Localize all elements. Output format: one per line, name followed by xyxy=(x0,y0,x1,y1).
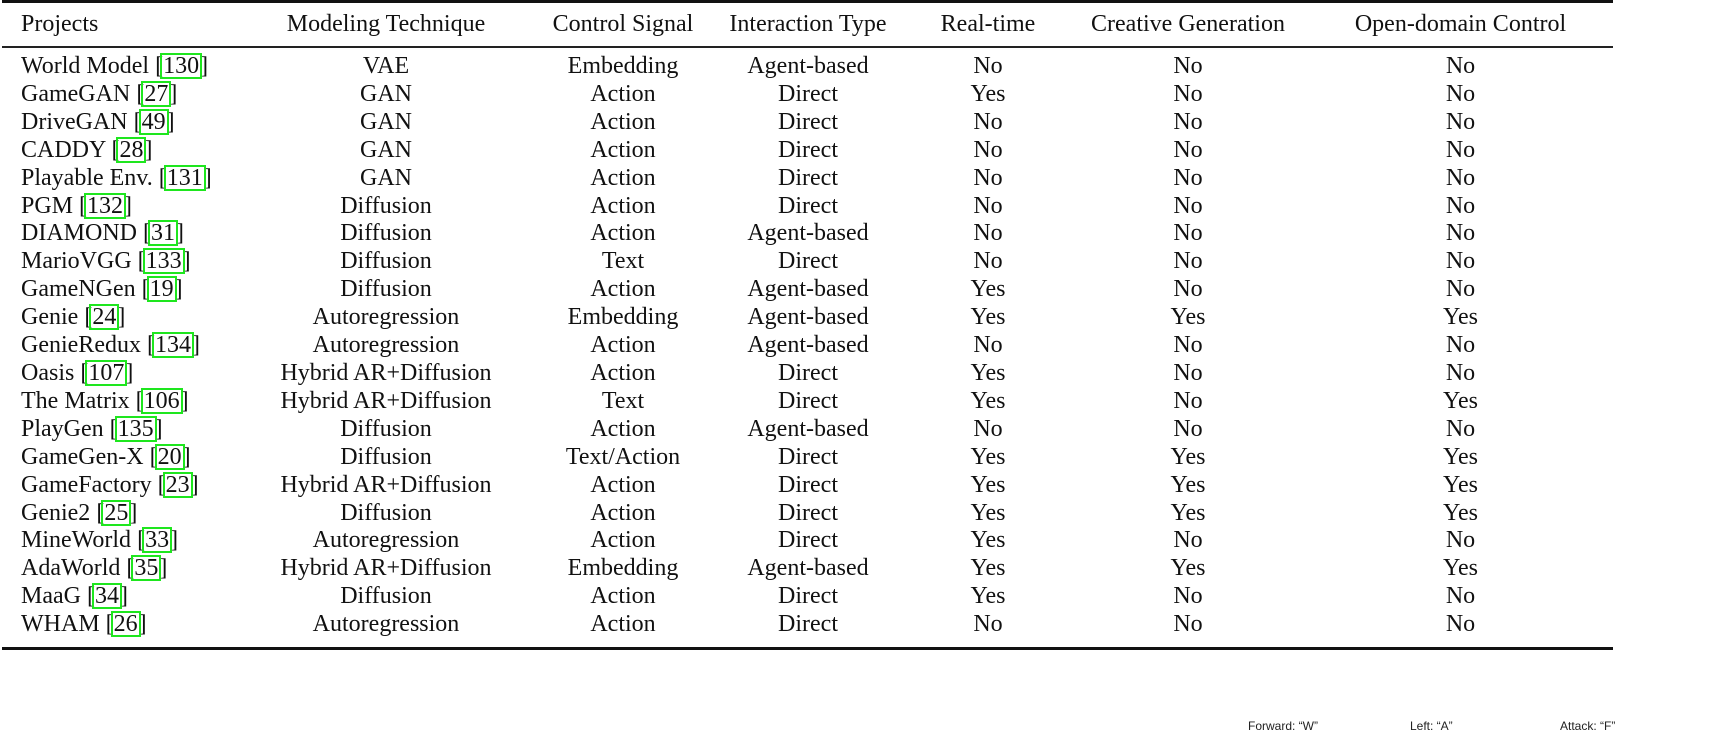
real-time-cell: Yes xyxy=(970,527,1006,554)
open-bracket: [ xyxy=(131,248,146,275)
real-time-cell: No xyxy=(973,164,1003,191)
project-name: DIAMOND xyxy=(21,220,137,247)
citation-link[interactable]: 34 xyxy=(92,583,122,609)
open-domain-control-cell: Yes xyxy=(1443,443,1478,470)
project-cell xyxy=(2,583,234,611)
interaction-type-cell: Direct xyxy=(778,611,838,638)
open-domain-control-cell: No xyxy=(1445,359,1476,386)
project-name: GenieRedux xyxy=(21,332,141,359)
modeling-technique-cell: Hybrid AR+Diffusion xyxy=(280,387,492,414)
close-bracket: ] xyxy=(124,192,133,219)
open-domain-control-cell: No xyxy=(1445,53,1476,79)
real-time-cell: Yes xyxy=(970,387,1006,414)
real-time-cell: Yes xyxy=(970,471,1006,498)
open-bracket: [ xyxy=(149,53,164,79)
control-signal-cell: Action xyxy=(590,583,656,610)
table-row xyxy=(2,137,1613,165)
interaction-type-cell: Agent-based xyxy=(747,220,869,247)
open-bracket: [ xyxy=(143,443,158,470)
citation-link[interactable]: 132 xyxy=(84,193,126,219)
creative-generation-cell: No xyxy=(1173,136,1203,163)
table-row xyxy=(2,48,1613,81)
citation-link[interactable]: 130 xyxy=(160,53,202,79)
project-name: GameFactory xyxy=(21,471,152,498)
real-time-cell: No xyxy=(973,220,1003,247)
table-row xyxy=(2,527,1613,555)
header-open-domain-control: Open-domain Control xyxy=(1354,11,1567,37)
close-bracket: ] xyxy=(180,387,189,414)
creative-generation-cell: No xyxy=(1173,387,1203,414)
table-row xyxy=(2,304,1613,332)
real-time-cell: No xyxy=(973,136,1003,163)
interaction-type-cell: Agent-based xyxy=(747,332,869,359)
table-row xyxy=(2,360,1613,388)
open-domain-control-cell: No xyxy=(1445,583,1476,610)
project-name: Playable Env. xyxy=(21,164,153,191)
project-cell xyxy=(2,444,234,472)
project-name: MineWorld xyxy=(21,527,132,554)
control-signal-cell: Action xyxy=(590,332,656,359)
modeling-technique-cell: GAN xyxy=(360,80,412,107)
project-cell xyxy=(2,472,234,500)
real-time-cell: No xyxy=(973,611,1003,638)
project-cell xyxy=(2,276,234,304)
citation-link[interactable]: 33 xyxy=(142,527,172,553)
control-signal-cell: Action xyxy=(590,192,656,219)
project-cell xyxy=(2,527,234,555)
header-control-signal: Control Signal xyxy=(552,11,694,37)
open-domain-control-cell: Yes xyxy=(1443,471,1478,498)
figure-label-attack: Attack: “F” xyxy=(1560,719,1616,730)
creative-generation-cell: No xyxy=(1173,415,1203,442)
citation-link[interactable]: 31 xyxy=(148,220,178,246)
project-cell xyxy=(2,388,234,416)
open-bracket: [ xyxy=(73,192,88,219)
table-row xyxy=(2,109,1613,137)
interaction-type-cell: Direct xyxy=(778,164,838,191)
open-bracket: [ xyxy=(120,555,135,582)
header-real-time: Real-time xyxy=(940,11,1036,37)
project-name: GameGAN xyxy=(21,80,131,107)
close-bracket: ] xyxy=(170,527,179,554)
interaction-type-cell: Agent-based xyxy=(747,53,869,79)
creative-generation-cell: Yes xyxy=(1170,555,1206,582)
close-bracket: ] xyxy=(119,583,128,610)
open-domain-control-cell: Yes xyxy=(1443,304,1478,331)
open-bracket: [ xyxy=(78,304,93,331)
modeling-technique-cell: Hybrid AR+Diffusion xyxy=(280,555,492,582)
citation-link[interactable]: 28 xyxy=(116,137,146,163)
interaction-type-cell: Direct xyxy=(778,108,838,135)
table-row xyxy=(2,416,1613,444)
citation-link[interactable]: 23 xyxy=(163,472,193,498)
open-bracket: [ xyxy=(140,332,155,359)
project-cell xyxy=(2,81,234,109)
interaction-type-cell: Direct xyxy=(778,443,838,470)
project-cell xyxy=(2,611,234,647)
close-bracket: ] xyxy=(144,136,153,163)
table-body xyxy=(2,48,1613,647)
real-time-cell: No xyxy=(973,332,1003,359)
table-row xyxy=(2,81,1613,109)
header-projects: Projects xyxy=(21,11,99,37)
control-signal-cell: Text xyxy=(601,387,645,414)
close-bracket: ] xyxy=(190,471,199,498)
table-row xyxy=(2,193,1613,221)
modeling-technique-cell: Diffusion xyxy=(340,248,432,275)
citation-link[interactable]: 131 xyxy=(164,165,206,191)
project-cell xyxy=(2,304,234,332)
header-creative-generation: Creative Generation xyxy=(1091,11,1285,37)
project-name: CADDY xyxy=(21,136,106,163)
open-domain-control-cell: No xyxy=(1445,415,1476,442)
interaction-type-cell: Direct xyxy=(778,359,838,386)
interaction-type-cell: Direct xyxy=(778,80,838,107)
creative-generation-cell: No xyxy=(1173,164,1203,191)
control-signal-cell: Action xyxy=(590,136,656,163)
table-row xyxy=(2,444,1613,472)
clipped-figure-region xyxy=(0,708,1710,730)
citation-link[interactable]: 134 xyxy=(152,332,194,358)
creative-generation-cell: Yes xyxy=(1170,304,1206,331)
interaction-type-cell: Direct xyxy=(778,583,838,610)
close-bracket: ] xyxy=(176,220,184,247)
modeling-technique-cell: Autoregression xyxy=(312,527,460,554)
control-signal-cell: Embedding xyxy=(567,555,679,582)
creative-generation-cell: No xyxy=(1173,53,1203,79)
interaction-type-cell: Direct xyxy=(778,192,838,219)
creative-generation-cell: No xyxy=(1173,80,1203,107)
table-row xyxy=(2,388,1613,416)
control-signal-cell: Action xyxy=(590,471,656,498)
project-cell xyxy=(2,137,234,165)
table-row xyxy=(2,248,1613,276)
modeling-technique-cell: Diffusion xyxy=(340,583,432,610)
modeling-technique-cell: GAN xyxy=(360,108,412,135)
creative-generation-cell: Yes xyxy=(1170,499,1206,526)
open-bracket: [ xyxy=(127,108,142,135)
table-row xyxy=(2,472,1613,500)
real-time-cell: No xyxy=(973,415,1003,442)
citation-link[interactable]: 135 xyxy=(115,416,157,442)
close-bracket: ] xyxy=(203,164,212,191)
table-row xyxy=(2,276,1613,304)
control-signal-cell: Action xyxy=(590,276,656,303)
project-cell xyxy=(2,332,234,360)
real-time-cell: Yes xyxy=(970,276,1006,303)
creative-generation-cell: No xyxy=(1173,248,1203,275)
close-bracket: ] xyxy=(174,276,183,303)
modeling-technique-cell: Hybrid AR+Diffusion xyxy=(280,471,492,498)
modeling-technique-cell: Diffusion xyxy=(340,415,432,442)
open-domain-control-cell: No xyxy=(1445,164,1476,191)
control-signal-cell: Embedding xyxy=(567,304,679,331)
close-bracket: ] xyxy=(191,332,200,359)
table-row xyxy=(2,165,1613,193)
citation-link[interactable]: 24 xyxy=(89,304,119,330)
project-name: PlayGen xyxy=(21,415,104,442)
close-bracket: ] xyxy=(166,108,175,135)
real-time-cell: Yes xyxy=(970,555,1006,582)
project-name: Genie xyxy=(21,304,79,331)
close-bracket: ] xyxy=(159,555,168,582)
open-domain-control-cell: No xyxy=(1445,108,1476,135)
table-row xyxy=(2,500,1613,528)
open-domain-control-cell: No xyxy=(1445,611,1476,638)
project-name: MaaG xyxy=(21,583,81,610)
creative-generation-cell: No xyxy=(1173,332,1203,359)
open-domain-control-cell: No xyxy=(1445,332,1476,359)
project-cell xyxy=(2,193,234,221)
project-cell xyxy=(2,109,234,137)
control-signal-cell: Action xyxy=(590,359,656,386)
open-bracket: [ xyxy=(130,80,145,107)
modeling-technique-cell: Hybrid AR+Diffusion xyxy=(280,359,492,386)
creative-generation-cell: No xyxy=(1173,583,1203,610)
project-cell xyxy=(2,165,234,193)
real-time-cell: No xyxy=(973,53,1003,79)
open-domain-control-cell: No xyxy=(1445,276,1476,303)
open-bracket: [ xyxy=(137,220,151,247)
citation-link[interactable]: 107 xyxy=(85,360,127,386)
real-time-cell: Yes xyxy=(970,499,1006,526)
open-domain-control-cell: No xyxy=(1445,136,1476,163)
project-cell xyxy=(2,220,234,248)
project-name: GameGen-X xyxy=(21,443,144,470)
modeling-technique-cell: Autoregression xyxy=(312,332,460,359)
open-bracket: [ xyxy=(103,415,118,442)
interaction-type-cell: Agent-based xyxy=(747,276,869,303)
open-bracket: [ xyxy=(129,387,144,414)
modeling-technique-cell: Diffusion xyxy=(340,220,432,247)
citation-link[interactable]: 49 xyxy=(139,109,169,135)
table-row xyxy=(2,611,1613,647)
open-domain-control-cell: No xyxy=(1445,248,1476,275)
modeling-technique-cell: Autoregression xyxy=(312,304,460,331)
project-cell xyxy=(2,360,234,388)
creative-generation-cell: No xyxy=(1173,108,1203,135)
open-domain-control-cell: No xyxy=(1445,80,1476,107)
close-bracket: ] xyxy=(169,80,178,107)
close-bracket: ] xyxy=(154,415,163,442)
creative-generation-cell: No xyxy=(1173,611,1203,638)
open-domain-control-cell: Yes xyxy=(1443,499,1478,526)
project-name: World Model xyxy=(21,53,150,79)
creative-generation-cell: No xyxy=(1173,192,1203,219)
control-signal-cell: Action xyxy=(590,164,656,191)
open-bracket: [ xyxy=(131,527,146,554)
table-row xyxy=(2,220,1613,248)
comparison-table xyxy=(2,0,1613,650)
real-time-cell: Yes xyxy=(970,359,1006,386)
modeling-technique-cell: GAN xyxy=(360,136,412,163)
modeling-technique-cell: GAN xyxy=(360,164,412,191)
open-domain-control-cell: Yes xyxy=(1443,387,1478,414)
open-bracket: [ xyxy=(152,164,167,191)
close-bracket: ] xyxy=(182,443,191,470)
close-bracket: ] xyxy=(125,359,134,386)
open-bracket: [ xyxy=(99,611,114,638)
project-cell xyxy=(2,248,234,276)
citation-link[interactable]: 19 xyxy=(147,276,177,302)
project-name: MarioVGG xyxy=(21,248,132,275)
interaction-type-cell: Direct xyxy=(778,527,838,554)
modeling-technique-cell: Diffusion xyxy=(340,499,432,526)
control-signal-cell: Embedding xyxy=(567,53,679,79)
control-signal-cell: Action xyxy=(590,499,656,526)
control-signal-cell: Action xyxy=(590,611,656,638)
table-row xyxy=(2,583,1613,611)
close-bracket: ] xyxy=(117,304,126,331)
real-time-cell: No xyxy=(973,108,1003,135)
citation-link[interactable]: 27 xyxy=(141,81,171,107)
citation-link[interactable]: 106 xyxy=(141,388,183,414)
open-bracket: [ xyxy=(105,136,120,163)
project-name: Oasis xyxy=(21,359,75,386)
interaction-type-cell: Direct xyxy=(778,248,838,275)
close-bracket: ] xyxy=(138,611,147,638)
project-name: PGM xyxy=(21,192,74,219)
close-bracket: ] xyxy=(182,248,191,275)
creative-generation-cell: No xyxy=(1173,220,1203,247)
modeling-technique-cell: VAE xyxy=(362,53,410,79)
interaction-type-cell: Agent-based xyxy=(747,304,869,331)
citation-link[interactable]: 25 xyxy=(101,500,131,526)
open-bracket: [ xyxy=(80,583,95,610)
citation-link[interactable]: 133 xyxy=(143,248,185,274)
open-domain-control-cell: No xyxy=(1445,220,1476,247)
control-signal-cell: Action xyxy=(590,80,656,107)
project-cell xyxy=(2,555,234,583)
real-time-cell: No xyxy=(973,248,1003,275)
citation-link[interactable]: 26 xyxy=(111,611,141,637)
project-name: The Matrix xyxy=(21,387,130,414)
bottom-rule xyxy=(2,647,1613,650)
modeling-technique-cell: Autoregression xyxy=(312,611,460,638)
project-name: DriveGAN xyxy=(21,108,128,135)
real-time-cell: Yes xyxy=(970,304,1006,331)
open-bracket: [ xyxy=(151,471,166,498)
interaction-type-cell: Direct xyxy=(778,387,838,414)
creative-generation-cell: No xyxy=(1173,359,1203,386)
interaction-type-cell: Direct xyxy=(778,499,838,526)
figure-label-forward: Forward: “W” xyxy=(1248,719,1318,730)
project-name: Genie2 xyxy=(21,499,91,526)
citation-link[interactable]: 20 xyxy=(155,444,185,470)
header-modeling-technique: Modeling Technique xyxy=(286,11,486,37)
project-cell xyxy=(2,416,234,444)
open-domain-control-cell: Yes xyxy=(1443,555,1478,582)
interaction-type-cell: Direct xyxy=(778,136,838,163)
interaction-type-cell: Agent-based xyxy=(747,555,869,582)
open-bracket: [ xyxy=(90,499,105,526)
real-time-cell: Yes xyxy=(970,80,1006,107)
real-time-cell: No xyxy=(973,192,1003,219)
table-header-row xyxy=(2,3,1613,46)
project-name: WHAM xyxy=(21,611,100,638)
open-bracket: [ xyxy=(74,359,89,386)
figure-label-left: Left: “A” xyxy=(1410,719,1453,730)
project-cell xyxy=(2,500,234,528)
creative-generation-cell: Yes xyxy=(1170,443,1206,470)
real-time-cell: Yes xyxy=(970,583,1006,610)
project-cell xyxy=(2,48,234,81)
interaction-type-cell: Direct xyxy=(778,471,838,498)
open-domain-control-cell: No xyxy=(1445,527,1476,554)
interaction-type-cell: Agent-based xyxy=(747,415,869,442)
control-signal-cell: Action xyxy=(590,220,656,247)
real-time-cell: Yes xyxy=(970,443,1006,470)
modeling-technique-cell: Diffusion xyxy=(340,192,432,219)
modeling-technique-cell: Diffusion xyxy=(340,276,432,303)
control-signal-cell: Text xyxy=(601,248,645,275)
project-name: GameNGen xyxy=(21,276,136,303)
creative-generation-cell: Yes xyxy=(1170,471,1206,498)
table-row xyxy=(2,332,1613,360)
control-signal-cell: Text/Action xyxy=(565,443,681,470)
open-domain-control-cell: No xyxy=(1445,192,1476,219)
control-signal-cell: Action xyxy=(590,415,656,442)
close-bracket: ] xyxy=(129,499,138,526)
open-bracket: [ xyxy=(135,276,150,303)
control-signal-cell: Action xyxy=(590,108,656,135)
project-name: AdaWorld xyxy=(21,555,121,582)
table-row xyxy=(2,555,1613,583)
control-signal-cell: Action xyxy=(590,527,656,554)
close-bracket: ] xyxy=(200,53,209,79)
citation-link[interactable]: 35 xyxy=(131,555,161,581)
modeling-technique-cell: Diffusion xyxy=(340,443,432,470)
creative-generation-cell: No xyxy=(1173,276,1203,303)
header-interaction-type: Interaction Type xyxy=(729,11,887,37)
creative-generation-cell: No xyxy=(1173,527,1203,554)
